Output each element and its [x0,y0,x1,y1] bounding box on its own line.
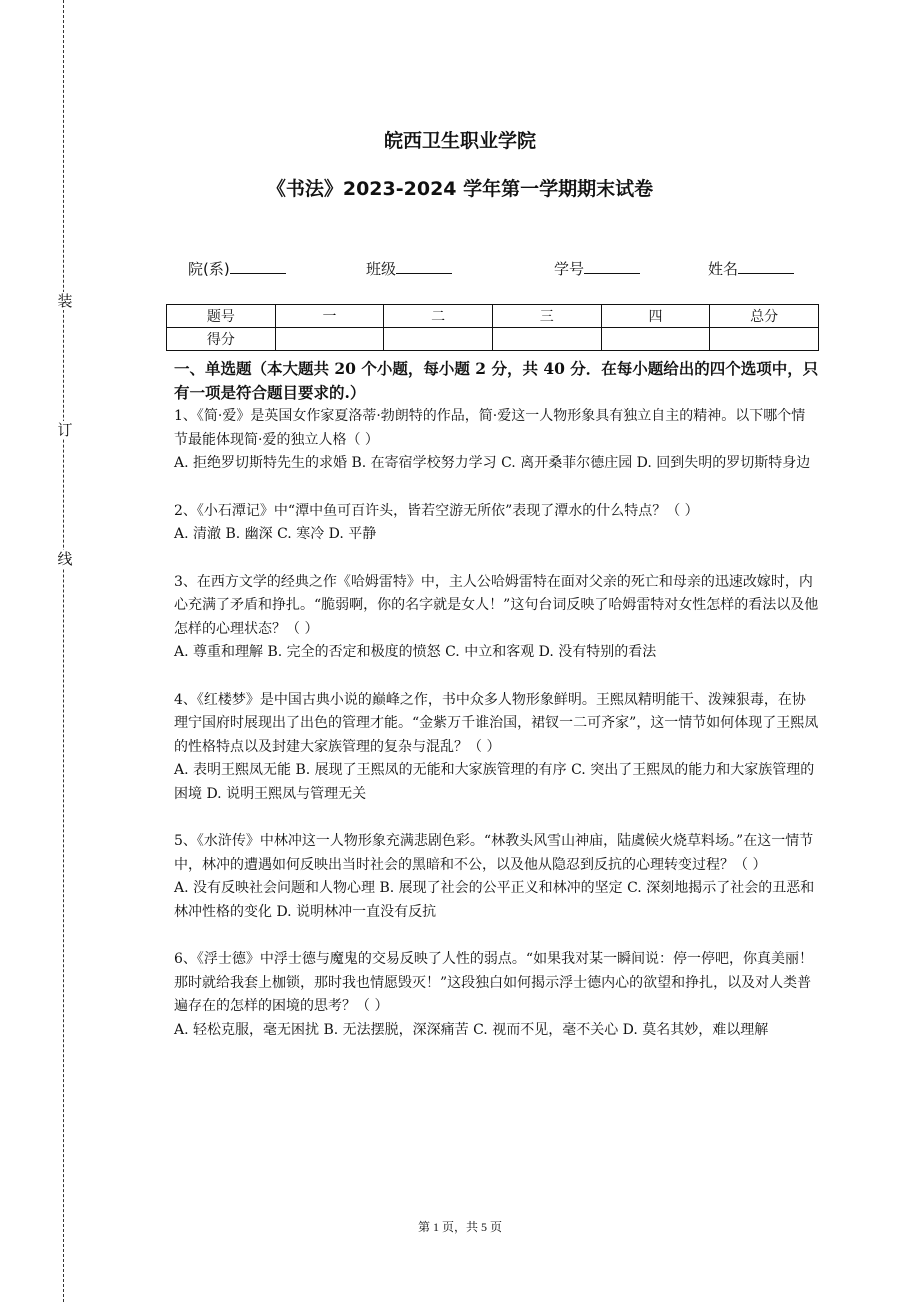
exam-content [174,357,819,1042]
page-footer: 第 1 页，共 5 页 [417,1220,502,1234]
question-options: A. 清澈 B. 幽深 C. 寒冷 D. 平静 [174,526,377,542]
class-blank [396,259,452,274]
question-4 [174,689,819,807]
score-table-row-label: 题号 [167,305,276,328]
class-field [366,258,452,279]
score-table-row-label: 得分 [167,328,276,351]
exam-title: 《书法》2023-2024 学年第一学期期末试卷 [266,178,654,200]
binding-char-zhuang: 装 [57,292,73,310]
name-field [708,258,794,279]
score-table-col: 二 [384,305,493,328]
name-label: 姓名 [708,260,739,278]
score-table-col: 一 [275,305,384,328]
score-table-score-row [167,328,819,351]
question-text: 2、《小石潭记》中“潭中鱼可百许头，皆若空游无所依”表现了潭水的什么特点？（ ） [174,502,699,519]
question-text: 6、《浮士德》中浮士德与魔鬼的交易反映了人性的弱点。“如果我对某一瞬间说：停一停吧，你真美丽！那时就给我套上枷锁，那时我也情愿毁灭！”这段独白如何揭示浮士德内心的欲望和挣扎，以及对人类普遍存在的怎样的困境的思考？（ ） [174,951,814,1014]
department-blank [230,259,286,274]
binding-char-xian: 线 [57,550,73,568]
score-cell [384,328,493,351]
score-cell [710,328,819,351]
question-options: A. 轻松克服，毫无困扰 B. 无法摆脱，深深痛苦 C. 视而不见，毫不关心 D. 莫名其妙，难以理解 [174,1021,769,1038]
question-options: A. 拒绝罗切斯特先生的求婚 B. 在寄宿学校努力学习 C. 离开桑菲尔德庄园 D. 回到失明的罗切斯特身边 [174,455,811,471]
score-cell [275,328,384,351]
name-blank [738,259,794,274]
question-text: 5、《水浒传》中林冲这一人物形象充满悲剧色彩。“林教头风雪山神庙，陆虞候火烧草料场。”在这一情节中，林冲的遭遇如何反映出当时社会的黑暗和不公，以及他从隐忍到反抗的心理转变过程？（ ） [174,833,814,873]
score-table-col: 四 [601,305,710,328]
department-label: 院(系) [188,260,230,278]
student-id-label: 学号 [554,260,585,278]
question-text: 4、《红楼梦》是中国古典小说的巅峰之作，书中众多人物形象鲜明。王熙凤精明能干、泼辣狠毒，在协理宁国府时展现出了出色的管理才能。“金紫万千谁治国，裙钗一二可齐家”，这一情节如何体现了王熙凤的性格特点以及封建大家族管理的复杂与混乱？（ ） [174,691,819,755]
score-table-col: 总分 [710,305,819,328]
question-3 [174,571,819,665]
question-options: A. 表明王熙凤无能 B. 展现了王熙凤的无能和大家族管理的有序 C. 突出了王熙凤的能力和大家族管理的困境 D. 说明王熙凤与管理无关 [174,762,815,802]
question-text: 1、《简·爱》是英国女作家夏洛蒂·勃朗特的作品，简·爱这一人物形象具有独立自主的精神。以下哪个情节最能体现简·爱的独立人格（ ） [174,408,806,448]
question-options: A. 没有反映社会问题和人物心理 B. 展现了社会的公平正义和林冲的坚定 C. 深刻地揭示了社会的丑恶和林冲性格的变化 D. 说明林冲一直没有反抗 [174,880,815,920]
score-table [166,304,819,351]
question-1 [174,405,819,476]
binding-char-ding: 订 [57,421,73,439]
student-id-field [554,258,640,279]
question-2 [174,500,819,547]
score-cell [492,328,601,351]
school-title: 皖西卫生职业学院 [383,130,536,152]
question-options: A. 尊重和理解 B. 完全的否定和极度的愤怒 C. 中立和客观 D. 没有特别的看法 [174,644,657,660]
department-field [188,258,286,279]
score-table-header-row [167,305,819,328]
question-6 [174,948,819,1042]
question-text: 3、在西方文学的经典之作《哈姆雷特》中，主人公哈姆雷特在面对父亲的死亡和母亲的迅速改嫁时，内心充满了矛盾和挣扎。“脆弱啊，你的名字就是女人！”这句台词反映了哈姆雷特对女性怎样的看法以及他怎样的心理状态？（ ） [174,573,819,637]
section-heading: 一、单选题（本大题共 20 个小题，每小题 2 分，共 40 分．在每小题给出的四个选项中，只有一项是符合题目要求的.） [174,359,819,402]
class-label: 班级 [366,260,397,278]
question-5 [174,830,819,924]
score-table-col: 三 [492,305,601,328]
score-cell [601,328,710,351]
student-id-blank [584,259,640,274]
